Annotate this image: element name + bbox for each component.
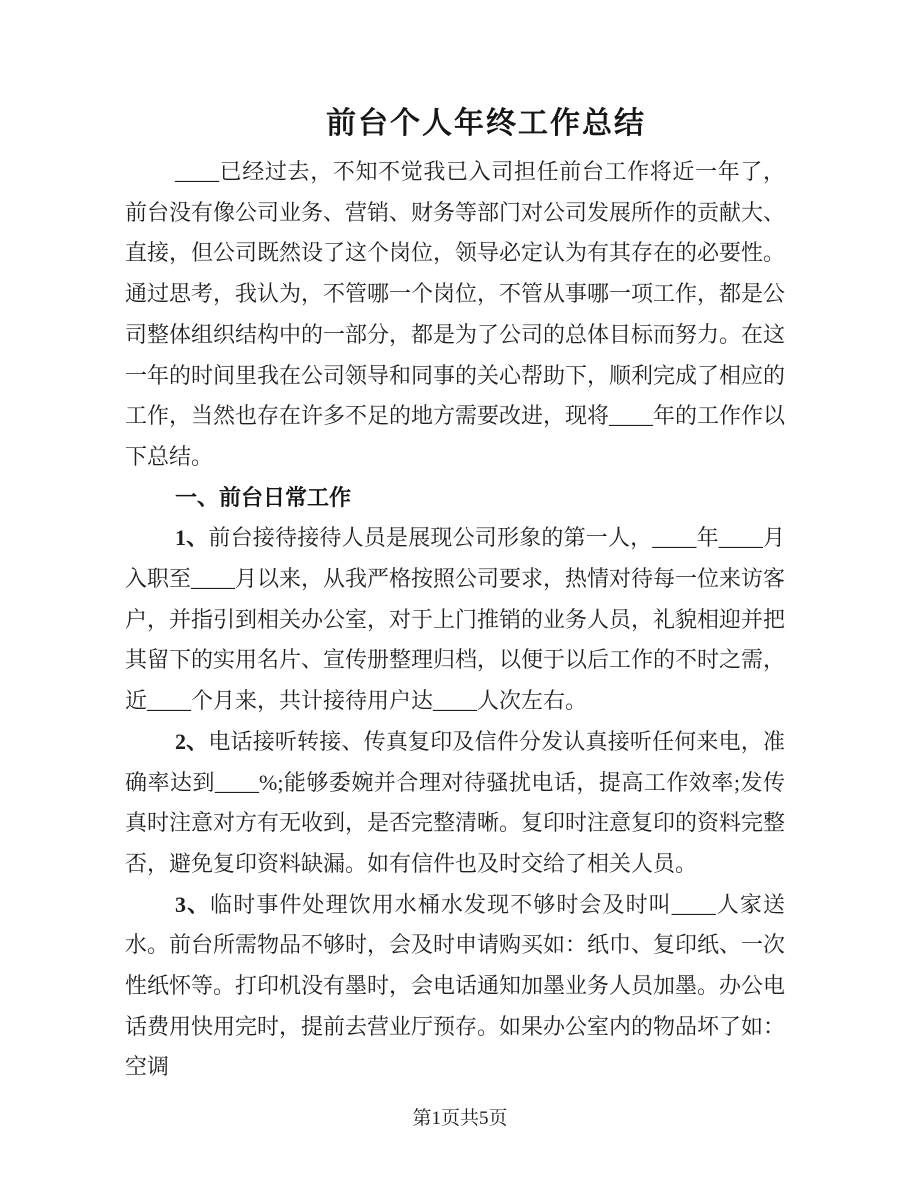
paragraph-text: 临时事件处理饮用水桶水发现不够时会及时叫____人家送水。前台所需物品不够时，会及时申请购买如：纸巾、复印纸、一次性纸怀等。打印机没有墨时，会电话通知加墨业务人员加墨。办公电话费用快用完时，提前去营业厅预存。如果办公室内的物品坏了如：空调 [125, 891, 786, 1080]
numbered-paragraph-2 [125, 722, 785, 885]
paragraph-number: 2、 [175, 728, 209, 754]
paragraph-text: 电话接听转接、传真复印及信件分发认真接听任何来电，准确率达到____%;能够委婉并合理对待骚扰电话，提高工作效率;发传真时注意对方有无收到，是否完整清晰。复印时注意复印的资料完整否，避免复印资料缺漏。如有信件也及时交给了相关人员。 [125, 728, 786, 876]
paragraph-text: 前台接待接待人员是展现公司形象的第一人，____年____月入职至____月以来，从我严格按照公司要求，热情对待每一位来访客户，并指引到相关办公室，对于上门推销的业务人员，礼貌相迎并把其留下的实用名片、宣传册整理归档，以便于以后工作的不时之需，近____个月来，共计接待用户达____人次左右。 [125, 525, 786, 714]
intro-paragraph: ____已经过去，不知不觉我已入司担任前台工作将近一年了，前台没有像公司业务、营销、财务等部门对公司发展所作的贡献大、直接，但公司既然设了这个岗位，领导必定认为有其存在的必要性。通过思考，我认为，不管哪一个岗位，不管从事哪一项工作，都是公司整体组织结构中的一部分，都是为了公司的总体目标而努力。在这一年的时间里我在公司领导和同事的关心帮助下，顺利完成了相应的工作，当然也存在许多不足的地方需要改进，现将____年的工作作以下总结。 [125, 159, 786, 469]
document-page [125, 0, 785, 1088]
document-body [125, 152, 785, 1088]
numbered-paragraph-3 [125, 885, 785, 1089]
paragraph-number: 1、 [175, 525, 209, 551]
document-title: 前台个人年终工作总结 [326, 107, 646, 140]
page-footer: 第1页共5页 [412, 1108, 508, 1129]
numbered-paragraph-1 [125, 518, 785, 722]
section-heading-daily-work: 一、前台日常工作 [175, 484, 352, 510]
paragraph-number: 3、 [175, 891, 211, 917]
